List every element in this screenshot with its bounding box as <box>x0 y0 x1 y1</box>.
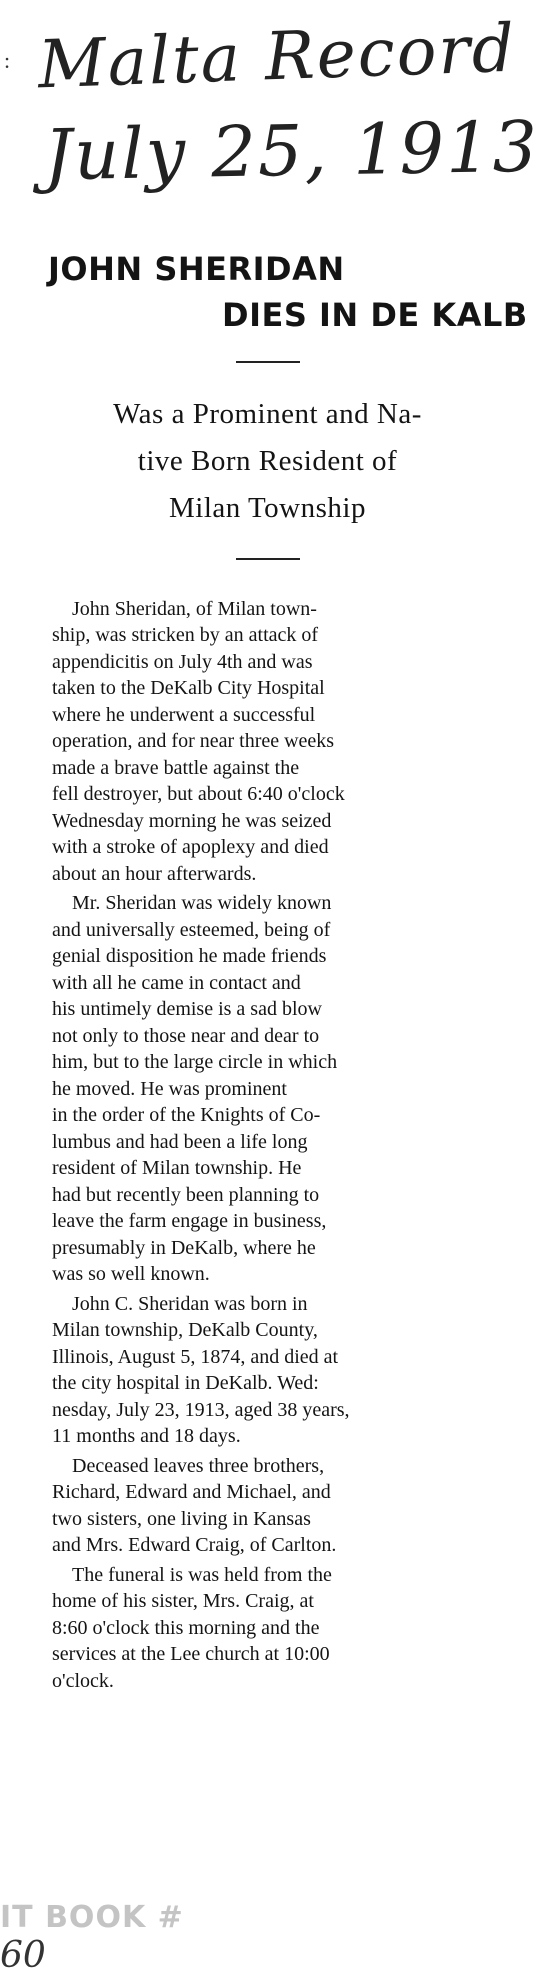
handwritten-source: Malta Record <box>36 9 518 104</box>
article-line: him, but to the large circle in which <box>52 1051 338 1074</box>
article-line: John Sheridan, of Milan town- <box>72 597 317 620</box>
article-line: where he underwent a successful <box>52 703 316 726</box>
article-body <box>30 596 505 1695</box>
page-number: 60 <box>0 1935 46 1976</box>
article-line: with a stroke of apoplexy and died <box>52 836 329 859</box>
article-line: not only to those near and dear to <box>52 1024 320 1047</box>
article-line: and Mrs. Edward Craig, of Carlton. <box>52 1534 337 1557</box>
article-line: John C. Sheridan was born in <box>72 1292 308 1315</box>
article-paragraph <box>52 1562 501 1695</box>
article-line: his untimely demise is a sad blow <box>52 998 322 1021</box>
article-line: two sisters, one living in Kansas <box>52 1507 311 1530</box>
newspaper-clipping <box>30 230 528 1870</box>
article-line: resident of Milan township. He <box>52 1157 302 1180</box>
divider-rule <box>236 361 300 363</box>
divider-rule <box>236 558 300 560</box>
article-line: in the order of the Knights of Co- <box>52 1104 321 1127</box>
article-line: Milan township, DeKalb County, <box>52 1319 318 1342</box>
article-line: Richard, Edward and Michael, and <box>52 1481 331 1504</box>
article-line: fell destroyer, but about 6:40 o'clock <box>52 783 345 806</box>
article-paragraph <box>52 890 501 1288</box>
article-line: taken to the DeKalb City Hospital <box>52 677 325 700</box>
article-line: services at the Lee church at 10:00 <box>52 1643 330 1666</box>
handwritten-date: July 25, 1913 <box>43 105 540 197</box>
article-line: The funeral is was held from the <box>72 1563 332 1586</box>
article-line: with all he came in contact and <box>52 971 301 994</box>
article-line: operation, and for near three weeks <box>52 730 335 753</box>
article-line: made a brave battle against the <box>52 756 300 779</box>
article-line: had but recently been planning to <box>52 1183 320 1206</box>
article-paragraph <box>52 1291 501 1450</box>
article-line: he moved. He was prominent <box>52 1077 287 1100</box>
article-line: Illinois, August 5, 1874, and died at <box>52 1345 339 1368</box>
article-line: home of his sister, Mrs. Craig, at <box>52 1590 314 1613</box>
subheadline-line: Milan Township <box>169 491 366 524</box>
subheadline-line: Was a Prominent and Na- <box>113 397 422 430</box>
article-line: presumably in DeKalb, where he <box>52 1236 316 1259</box>
subheadline-line: tive Born Resident of <box>137 444 398 477</box>
headline-line-2: DIES IN DE KALB <box>222 296 528 335</box>
article-line: Wednesday morning he was seized <box>52 809 332 832</box>
subheadline <box>30 391 505 532</box>
article-line: ship, was stricken by an attack of <box>52 624 319 647</box>
margin-mark: : <box>4 48 11 73</box>
article-line: appendicitis on July 4th and was <box>52 650 313 673</box>
article-line: was so well known. <box>52 1263 210 1286</box>
article-line: the city hospital in DeKalb. Wed: <box>52 1372 319 1395</box>
headline-line-1: JOHN SHERIDAN <box>48 250 345 288</box>
article-line: about an hour afterwards. <box>52 862 257 885</box>
article-line: and universally esteemed, being of <box>52 918 331 941</box>
article-line: o'clock. <box>52 1669 114 1692</box>
article-line: 8:60 o'clock this morning and the <box>52 1616 320 1639</box>
article-line: Deceased leaves three brothers, <box>72 1454 325 1477</box>
article-line: lumbus and had been a life long <box>52 1130 308 1153</box>
article-line: 11 months and 18 days. <box>52 1425 241 1448</box>
article-line: genial disposition he made friends <box>52 945 327 968</box>
article-line: Mr. Sheridan was widely known <box>72 892 332 915</box>
article-line: leave the farm engage in business, <box>52 1210 327 1233</box>
article-line: nesday, July 23, 1913, aged 38 years, <box>52 1398 350 1421</box>
article-paragraph <box>52 596 501 888</box>
archive-stamp: IT BOOK # <box>0 1900 184 1935</box>
article-paragraph <box>52 1453 501 1559</box>
